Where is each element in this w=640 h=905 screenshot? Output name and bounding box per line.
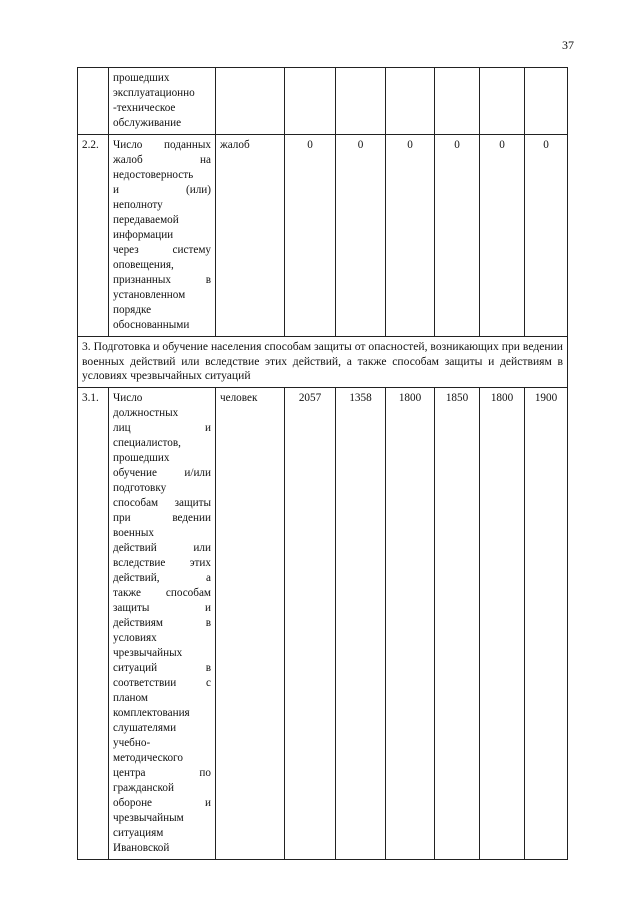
indicator-name-line: ситуаций в <box>113 661 211 674</box>
value-cell: 1800 <box>480 387 525 859</box>
indicator-name-line: чрезвычайных <box>113 646 183 659</box>
indicator-name-line: информации <box>113 229 174 241</box>
indicator-name-line: комплектования <box>113 706 190 719</box>
indicator-name-line: планом <box>113 691 148 704</box>
indicator-name-line: действий или <box>113 541 211 554</box>
indicator-name-line: методического <box>113 751 183 764</box>
table-row-2-2 <box>78 135 568 337</box>
indicator-name-line: гражданской <box>113 781 174 794</box>
value-cell: 0 <box>285 135 336 337</box>
indicator-name-line: центра по <box>113 766 211 779</box>
table-row-3-1 <box>78 387 568 859</box>
indicator-name-cell <box>109 68 216 135</box>
indicator-name-line: признанных в <box>113 274 211 286</box>
indicator-name-line: установленном <box>113 289 186 301</box>
indicator-name-line: должностных <box>113 406 179 419</box>
indicators-table <box>77 67 568 860</box>
row-number-cell <box>78 68 109 135</box>
indicator-name-line: через системy <box>113 244 211 256</box>
unit-cell: человек <box>216 387 285 859</box>
indicator-name-line: прошедших <box>113 72 170 84</box>
indicator-name-line: защиты и <box>113 601 211 614</box>
indicator-name-line: оповещения, <box>113 259 174 271</box>
table-row-continued <box>78 68 568 135</box>
indicator-name-line: обороне и <box>113 796 211 809</box>
row-number-cell: 2.2. <box>78 135 109 337</box>
indicator-name-line: эксплуатационно <box>113 87 195 99</box>
indicator-name-line: соответствии с <box>113 676 211 689</box>
unit-cell: жалоб <box>216 135 285 337</box>
indicator-name-line: действиям в <box>113 616 211 629</box>
indicator-name-line: также способам <box>113 586 211 599</box>
row-number-cell: 3.1. <box>78 387 109 859</box>
indicator-name-line: Ивановской <box>113 841 170 854</box>
indicator-name-line: жалоб на <box>113 154 211 166</box>
indicator-name-line: передаваемой <box>113 214 179 226</box>
indicator-name-line: прошедших <box>113 451 170 464</box>
value-cell: 2057 <box>285 387 336 859</box>
value-cell: 1800 <box>386 387 435 859</box>
indicator-name-line: Число поданных <box>113 139 211 151</box>
value-cell: 0 <box>525 135 568 337</box>
value-cell: 0 <box>386 135 435 337</box>
value-cell <box>386 68 435 135</box>
value-cell: 0 <box>480 135 525 337</box>
table-section-row <box>78 337 568 388</box>
value-cell: 1900 <box>525 387 568 859</box>
section-heading-3: 3. Подготовка и обучение населения способам защиты от опасностей, возникающих при ведении военных действий или вследствие этих действий, а также способам защиты и действиям в условиях чрезвычайных ситуаций <box>78 337 568 388</box>
value-cell <box>435 68 480 135</box>
indicator-name-line: ситуациям <box>113 826 164 839</box>
indicator-name-cell <box>109 135 216 337</box>
indicator-name-line: обучение и/или <box>113 466 211 479</box>
indicator-name-line: обслуживание <box>113 117 182 129</box>
indicator-name-line: действий, а <box>113 571 211 584</box>
indicator-name-line: способам защиты <box>113 496 211 509</box>
indicator-name-line: специалистов, <box>113 436 181 449</box>
value-cell <box>336 68 386 135</box>
indicator-name-line: порядке <box>113 304 152 316</box>
indicator-name-line: лиц и <box>113 421 211 434</box>
indicator-name-line: учебно- <box>113 736 151 749</box>
value-cell <box>285 68 336 135</box>
indicator-name-line: Число <box>113 391 143 404</box>
indicator-name-line: недостоверность <box>113 169 194 181</box>
value-cell: 0 <box>336 135 386 337</box>
page-number: 37 <box>562 38 574 52</box>
indicator-name-line: чрезвычайным <box>113 811 184 824</box>
indicator-name-line: подготовку <box>113 481 167 494</box>
indicator-name-line: -техническое <box>113 102 176 114</box>
indicator-name-line: при ведении <box>113 511 211 524</box>
indicator-name-line: условиях <box>113 631 157 644</box>
value-cell <box>525 68 568 135</box>
value-cell <box>480 68 525 135</box>
indicator-name-cell <box>109 387 216 859</box>
value-cell: 1358 <box>336 387 386 859</box>
value-cell: 0 <box>435 135 480 337</box>
indicator-name-line: обоснованными <box>113 319 190 331</box>
unit-cell <box>216 68 285 135</box>
indicator-name-line: военных <box>113 526 154 539</box>
indicator-name-line: и (или) <box>113 184 211 196</box>
indicator-name-line: неполноту <box>113 199 163 211</box>
indicator-name-line: слушателями <box>113 721 177 734</box>
indicator-name-line: вследствие этих <box>113 556 211 569</box>
value-cell: 1850 <box>435 387 480 859</box>
